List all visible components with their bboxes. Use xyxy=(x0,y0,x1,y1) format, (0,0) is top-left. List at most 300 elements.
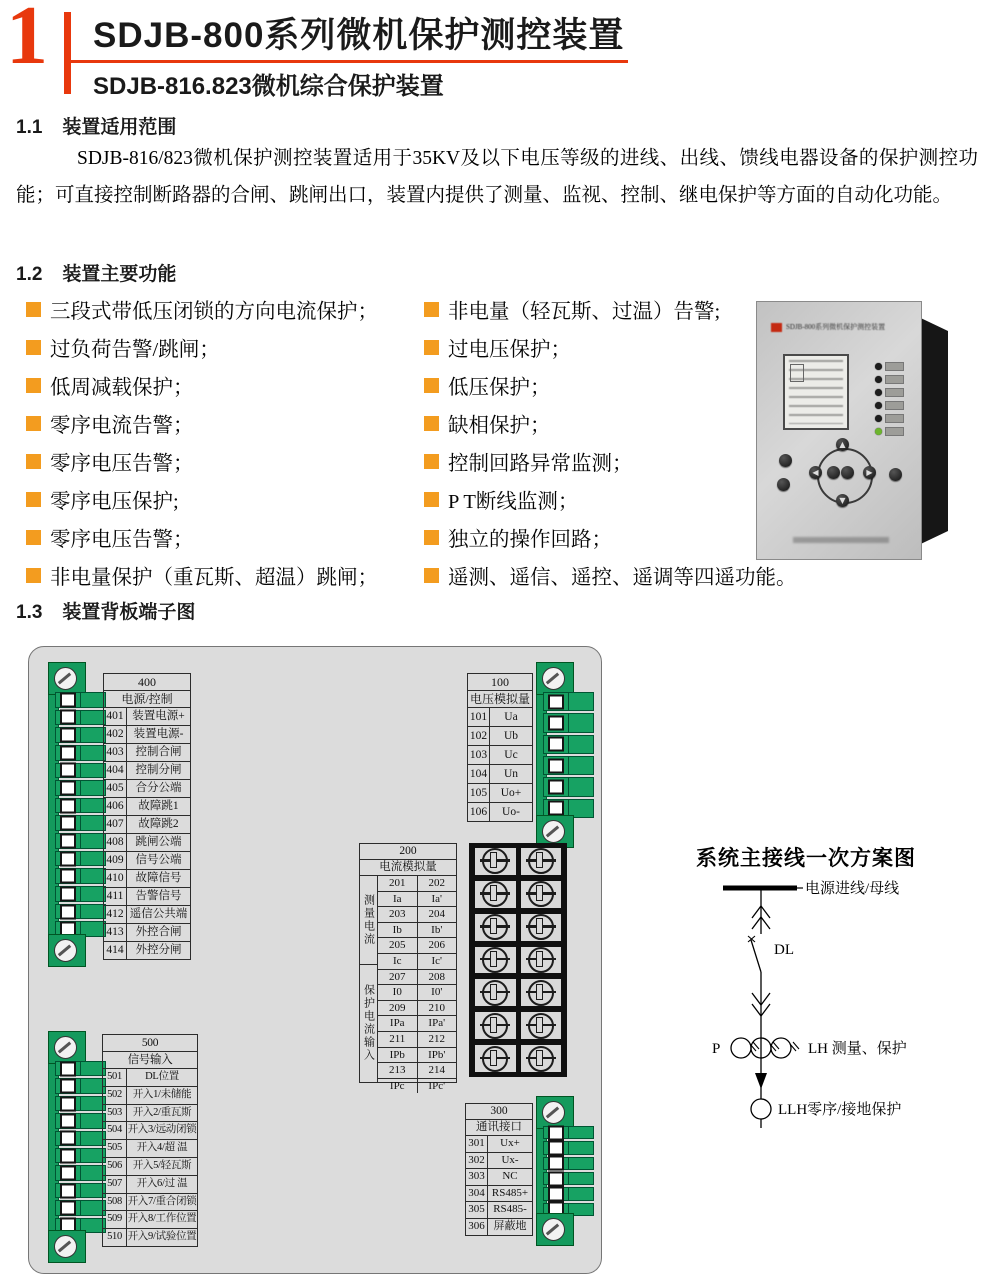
screw-icon xyxy=(48,1230,86,1263)
table-row xyxy=(104,744,190,762)
table-row xyxy=(104,852,190,870)
table-row xyxy=(378,1048,456,1064)
left-arrow-icon: ◀ xyxy=(812,468,819,477)
bullet-square-icon xyxy=(26,416,41,431)
bullet-square-icon xyxy=(424,340,439,355)
terminal-cell: Ib' xyxy=(431,923,443,936)
screw-icon xyxy=(482,881,508,907)
table-name: 信号输入 xyxy=(103,1052,197,1069)
terminal-label: 开入1/未储能 xyxy=(132,1088,192,1100)
table-name: 电流模拟量 xyxy=(360,860,456,876)
terminal-connector-500 xyxy=(48,1031,106,1263)
right-arrow-icon: ▶ xyxy=(866,468,873,477)
terminal-number: 505 xyxy=(103,1140,127,1157)
connector-slots xyxy=(543,691,594,819)
terminal-slot xyxy=(55,815,106,831)
terminal-cell: Ia' xyxy=(431,892,443,905)
terminal-cell: IPc' xyxy=(428,1079,446,1092)
terminal-slot xyxy=(55,833,106,849)
table-row xyxy=(104,888,190,906)
section-1-3-heading xyxy=(16,597,195,624)
table-row xyxy=(468,765,532,784)
terminal-cell: Ia xyxy=(378,892,418,907)
terminal-slot xyxy=(55,1061,106,1076)
terminal-number: 106 xyxy=(468,803,490,821)
led-icon xyxy=(875,415,882,422)
table-row xyxy=(466,1186,532,1203)
screw-terminal-cell xyxy=(475,1012,516,1039)
terminal-number: 504 xyxy=(103,1122,127,1139)
terminal-number: 506 xyxy=(103,1158,127,1175)
led-icon xyxy=(875,376,882,383)
table-row xyxy=(466,1169,532,1186)
table-row xyxy=(378,1001,456,1017)
terminal-number: 104 xyxy=(468,765,490,783)
terminal-slot xyxy=(543,1172,594,1185)
terminal-label: 开入6/过 温 xyxy=(136,1177,188,1189)
terminal-cell: 205 xyxy=(378,938,418,953)
terminal-cell: I0 xyxy=(378,985,418,1000)
feature-text: 零序电压保护; xyxy=(50,491,179,513)
terminal-number: 101 xyxy=(468,708,490,726)
section-number: 1.2 xyxy=(16,264,43,285)
screw-terminal-cell xyxy=(521,881,562,908)
terminal-label: 故障跳1 xyxy=(138,800,179,812)
terminal-number: 409 xyxy=(104,852,127,869)
chapter-number: 1 xyxy=(6,0,48,82)
terminal-slot xyxy=(55,904,106,920)
terminal-cell: IPb' xyxy=(428,1048,446,1061)
bullet-square-icon xyxy=(26,492,41,507)
terminal-cell: 212 xyxy=(428,1032,445,1045)
table-row xyxy=(378,985,456,1001)
terminal-cell: 206 xyxy=(428,939,445,952)
feature-item xyxy=(424,518,804,556)
bullet-square-icon xyxy=(26,340,41,355)
terminal-label: 合分公端 xyxy=(135,782,182,794)
table-rows xyxy=(466,1136,532,1235)
left-arrow-button xyxy=(809,466,822,479)
table-row xyxy=(103,1140,197,1158)
terminal-cell: 204 xyxy=(428,908,445,921)
table-row xyxy=(468,727,532,746)
table-row xyxy=(378,892,456,908)
down-arrow-icon: ▼ xyxy=(839,496,846,505)
led-icon xyxy=(875,428,882,435)
terminal-number: 406 xyxy=(104,798,127,815)
led-icon xyxy=(875,389,882,396)
led-label-illegible xyxy=(885,427,904,436)
terminal-number: 105 xyxy=(468,784,490,802)
terminal-label: 故障跳2 xyxy=(138,818,179,830)
terminal-table-400 xyxy=(103,673,191,960)
terminal-cell: IPa' xyxy=(428,1017,446,1030)
feature-item xyxy=(424,366,804,404)
terminal-number: 103 xyxy=(468,746,490,764)
feature-item xyxy=(26,518,418,556)
table-rows xyxy=(103,1069,197,1246)
table-rows xyxy=(378,876,456,1092)
table-rows xyxy=(104,708,190,959)
terminal-label: 告警信号 xyxy=(135,890,182,902)
screw-terminal-cell xyxy=(521,947,562,974)
device-front-panel xyxy=(756,301,922,560)
terminal-number: 503 xyxy=(103,1105,127,1122)
table-id: 100 xyxy=(468,674,532,691)
feature-item xyxy=(26,404,418,442)
terminal-number: 414 xyxy=(104,942,127,959)
terminal-cell: 202 xyxy=(428,877,445,889)
screw-terminal-cell xyxy=(475,914,516,941)
terminal-cell: IPa xyxy=(378,1016,418,1031)
led-icon xyxy=(875,363,882,370)
terminal-number: 502 xyxy=(103,1087,127,1104)
terminal-number: 401 xyxy=(104,708,127,725)
led-indicator-row xyxy=(875,399,904,412)
terminal-label: Uo- xyxy=(502,806,520,818)
terminal-label: 装置电源- xyxy=(133,728,184,740)
terminal-slot xyxy=(543,692,594,711)
screw-icon xyxy=(528,1046,554,1072)
table-row xyxy=(104,762,190,780)
table-row xyxy=(103,1122,197,1140)
up-arrow-button xyxy=(836,438,849,451)
screw-terminal-cell xyxy=(521,914,562,941)
terminal-cell: 207 xyxy=(378,970,418,985)
terminal-slot xyxy=(543,756,594,775)
screw-icon xyxy=(528,914,554,940)
feature-text: 零序电压告警； xyxy=(50,529,194,551)
terminal-cell: 214 xyxy=(428,1064,445,1077)
terminal-label: Ux+ xyxy=(500,1137,520,1149)
screw-icon xyxy=(482,1046,508,1072)
screw-icon xyxy=(528,947,554,973)
confirm-button xyxy=(827,466,840,479)
terminal-cell: 213 xyxy=(378,1063,418,1078)
bullet-square-icon xyxy=(26,454,41,469)
led-label-illegible xyxy=(885,401,904,410)
table-name: 通讯接口 xyxy=(466,1120,532,1136)
terminal-label: 外控合闸 xyxy=(135,926,182,938)
table-row xyxy=(378,1032,456,1048)
terminal-slot xyxy=(55,798,106,814)
feature-item xyxy=(26,480,418,518)
terminal-number: 407 xyxy=(104,816,127,833)
terminal-number: 102 xyxy=(468,727,490,745)
table-row xyxy=(468,746,532,765)
terminal-cell: Ic' xyxy=(431,954,443,967)
terminal-label: 开入4/超 温 xyxy=(136,1142,188,1154)
terminal-table-200 xyxy=(359,843,457,1092)
bullet-square-icon xyxy=(424,568,439,583)
table-row xyxy=(466,1202,532,1219)
table-id: 500 xyxy=(103,1035,197,1052)
terminal-number: 510 xyxy=(103,1229,127,1246)
terminal-number: 408 xyxy=(104,834,127,851)
terminal-label: 控制分闸 xyxy=(135,764,182,776)
connector-slots xyxy=(543,1125,594,1217)
table-row xyxy=(104,870,190,888)
terminal-slot xyxy=(543,713,594,732)
terminal-number: 509 xyxy=(103,1211,127,1228)
function-button-1 xyxy=(779,454,792,467)
busbar-label: 电源进线/母线 xyxy=(805,881,900,897)
section-1-2-heading xyxy=(16,259,176,286)
terminal-label: 开入2/重瓦斯 xyxy=(132,1106,192,1118)
screw-icon xyxy=(528,1013,554,1039)
brand-logo-icon xyxy=(771,323,782,332)
terminal-slot xyxy=(55,1165,106,1180)
terminal-label: Ub xyxy=(503,730,519,742)
terminal-number: 410 xyxy=(104,870,127,887)
section-number: 1.3 xyxy=(16,602,43,623)
table-row xyxy=(103,1069,197,1087)
bullet-square-icon xyxy=(26,568,41,583)
device-panel-title: SDJB-800系列微机保护测控装置 xyxy=(786,323,886,331)
feature-text: 三段式带低压闭锁的方向电流保护； xyxy=(50,301,378,323)
group-label-protect-current: 保护电流输入 xyxy=(362,984,375,1063)
feature-text: P T断线监测； xyxy=(448,491,579,513)
screw-icon xyxy=(528,848,554,874)
table-row xyxy=(468,708,532,727)
terminal-label: RS485- xyxy=(493,1203,527,1216)
terminal-label: 跳闸公端 xyxy=(135,836,182,848)
connector-slots xyxy=(55,1060,106,1234)
terminal-number: 403 xyxy=(104,744,127,761)
feature-text: 低周减载保护； xyxy=(50,377,194,399)
terminal-label: 外控分闸 xyxy=(135,944,182,956)
table-row xyxy=(104,708,190,726)
terminal-label: DL位置 xyxy=(145,1071,179,1082)
rear-terminal-panel xyxy=(28,646,602,1274)
feature-text: 独立的操作回路； xyxy=(448,529,612,551)
terminal-label: 故障信号 xyxy=(135,872,182,884)
table-name: 电源/控制 xyxy=(104,691,190,708)
table-row xyxy=(103,1211,197,1229)
feature-item xyxy=(26,290,418,328)
row-groups xyxy=(360,876,378,1082)
zero-sequence-ct-symbol xyxy=(751,1099,771,1119)
ground-protection-label: LLH零序/接地保护 xyxy=(778,1102,902,1118)
terminal-number: 413 xyxy=(104,924,127,941)
table-id: 300 xyxy=(466,1104,532,1120)
terminal-label: Uo+ xyxy=(500,787,522,799)
bullet-square-icon xyxy=(424,530,439,545)
terminal-slot xyxy=(543,1126,594,1139)
table-row xyxy=(104,798,190,816)
ct-left-label: P xyxy=(712,1041,721,1057)
screw-terminal-cell xyxy=(475,947,516,974)
terminal-label: 装置电源+ xyxy=(132,710,185,722)
terminal-label: Un xyxy=(503,768,519,780)
terminal-number: 304 xyxy=(466,1186,488,1202)
screw-icon xyxy=(48,934,86,967)
device-title-row xyxy=(771,322,911,332)
terminal-label: 屏蔽地 xyxy=(493,1219,527,1232)
terminal-cell: 209 xyxy=(378,1001,418,1016)
feature-text: 过负荷告警/跳闸； xyxy=(50,339,220,361)
led-indicator-row xyxy=(875,425,904,438)
table-row xyxy=(103,1229,197,1246)
terminal-cell: Ic xyxy=(378,954,418,969)
terminal-table-500 xyxy=(102,1034,198,1247)
terminal-number: 507 xyxy=(103,1176,127,1193)
section-title: 装置背板端子图 xyxy=(62,602,196,623)
terminal-label: 开入5/轻瓦斯 xyxy=(132,1159,192,1171)
terminal-slot xyxy=(55,1200,106,1215)
led-label-illegible xyxy=(885,375,904,384)
screw-icon xyxy=(482,980,508,1006)
terminal-connector-300 xyxy=(536,1096,594,1246)
led-label-illegible xyxy=(885,388,904,397)
terminal-label: 遥信公共端 xyxy=(129,908,188,920)
red-underline xyxy=(71,60,628,63)
terminal-cell: 208 xyxy=(428,970,445,983)
terminal-slot xyxy=(543,1141,594,1154)
terminal-table-100 xyxy=(467,673,533,822)
table-id: 400 xyxy=(104,674,190,691)
screw-terminal-cell xyxy=(521,848,562,875)
breaker-blade xyxy=(751,940,761,972)
table-row xyxy=(378,954,456,970)
terminal-table-300 xyxy=(465,1103,533,1236)
terminal-slot xyxy=(543,1157,594,1170)
terminal-slot xyxy=(55,692,106,708)
screw-icon xyxy=(528,881,554,907)
terminal-slot xyxy=(55,1096,106,1111)
table-row xyxy=(466,1153,532,1170)
feature-item xyxy=(26,328,418,366)
screw-terminal-cell xyxy=(521,979,562,1006)
table-row xyxy=(104,726,190,744)
screw-terminal-cell xyxy=(475,848,516,875)
terminal-slot xyxy=(55,1183,106,1198)
feature-item xyxy=(424,290,804,328)
terminal-slot xyxy=(55,851,106,867)
bullet-square-icon xyxy=(424,378,439,393)
table-row xyxy=(378,970,456,986)
section-title: 装置主要功能 xyxy=(62,264,177,285)
terminal-slot xyxy=(55,727,106,743)
feature-text: 零序电压告警； xyxy=(50,453,194,475)
terminal-slot xyxy=(55,886,106,902)
cancel-button xyxy=(841,466,854,479)
feature-item xyxy=(26,366,418,404)
table-row xyxy=(378,938,456,954)
connector-slots xyxy=(55,691,106,938)
up-arrow-icon: ▲ xyxy=(839,440,846,449)
table-rows xyxy=(468,708,532,821)
feature-item xyxy=(26,556,418,594)
table-row xyxy=(378,1016,456,1032)
terminal-label: Ua xyxy=(504,711,518,723)
screw-icon xyxy=(528,980,554,1006)
terminal-number: 302 xyxy=(466,1153,488,1169)
table-row xyxy=(378,1063,456,1079)
terminal-number: 405 xyxy=(104,780,127,797)
terminal-connector-100 xyxy=(536,662,594,848)
screw-terminal-cell xyxy=(475,881,516,908)
feature-text: 缺相保护； xyxy=(448,415,551,437)
function-button-2 xyxy=(777,478,790,491)
features-left-column xyxy=(26,290,418,594)
device-footer-text-illegible xyxy=(793,537,889,543)
terminal-number: 301 xyxy=(466,1136,488,1152)
feature-item xyxy=(424,556,804,594)
terminal-slot xyxy=(55,1113,106,1128)
terminal-cell: IPc xyxy=(378,1079,418,1094)
feature-item xyxy=(424,404,804,442)
feature-text: 过电压保护； xyxy=(448,339,571,361)
terminal-slot xyxy=(543,735,594,754)
terminal-label: 开入3/远动闭锁 xyxy=(127,1124,197,1136)
table-row xyxy=(103,1176,197,1194)
one-line-schematic xyxy=(690,872,980,1154)
terminal-number: 305 xyxy=(466,1202,488,1218)
bullet-square-icon xyxy=(26,378,41,393)
terminal-number: 306 xyxy=(466,1219,488,1235)
terminal-number: 303 xyxy=(466,1169,488,1185)
terminal-slot xyxy=(55,780,106,796)
schematic-title: 系统主接线一次方案图 xyxy=(696,847,916,870)
feature-text: 低压保护； xyxy=(448,377,551,399)
table-row xyxy=(103,1194,197,1212)
bullet-square-icon xyxy=(26,302,41,317)
terminal-connector-400 xyxy=(48,662,106,967)
terminal-slot xyxy=(55,710,106,726)
table-row xyxy=(103,1158,197,1176)
terminal-number: 412 xyxy=(104,906,127,923)
terminal-cell: 203 xyxy=(378,907,418,922)
terminal-label: 开入9/试验位置 xyxy=(127,1231,197,1243)
table-row xyxy=(466,1136,532,1153)
feature-text: 非电量（轻瓦斯、过温）告警; xyxy=(448,301,721,323)
terminal-label: Ux- xyxy=(501,1153,519,1166)
ct-symbol xyxy=(731,1038,751,1058)
feature-text: 零序电流告警； xyxy=(50,415,194,437)
table-row xyxy=(468,803,532,821)
screw-icon xyxy=(482,947,508,973)
terminal-slot xyxy=(55,1131,106,1146)
terminal-slot xyxy=(543,1187,594,1200)
table-row xyxy=(103,1087,197,1105)
terminal-slot xyxy=(543,777,594,796)
led-indicator-row xyxy=(875,412,904,425)
table-row xyxy=(104,834,190,852)
terminal-label: NC xyxy=(502,1170,518,1183)
led-indicator-row xyxy=(875,386,904,399)
feature-text: 遥测、遥信、遥控、遥调等四遥功能。 xyxy=(448,567,797,589)
page-subtitle: SDJB-816.823微机综合保护装置 xyxy=(93,73,444,100)
terminal-label: RS485+ xyxy=(491,1186,529,1199)
feature-item xyxy=(424,442,804,480)
terminal-number: 508 xyxy=(103,1194,127,1211)
screw-icon xyxy=(536,1213,574,1246)
terminal-slot xyxy=(55,763,106,779)
bullet-square-icon xyxy=(424,416,439,431)
terminal-number: 411 xyxy=(104,888,127,905)
feature-item xyxy=(26,442,418,480)
terminal-slot xyxy=(55,868,106,884)
terminal-slot xyxy=(55,1148,106,1163)
led-indicator-row xyxy=(875,360,904,373)
reset-button xyxy=(889,468,902,481)
device-lcd-screen xyxy=(783,354,849,430)
table-row xyxy=(378,876,456,892)
screw-terminal-cell xyxy=(475,1045,516,1072)
page-title: SDJB-800系列微机保护测控装置 xyxy=(93,16,625,55)
table-row xyxy=(466,1219,532,1235)
